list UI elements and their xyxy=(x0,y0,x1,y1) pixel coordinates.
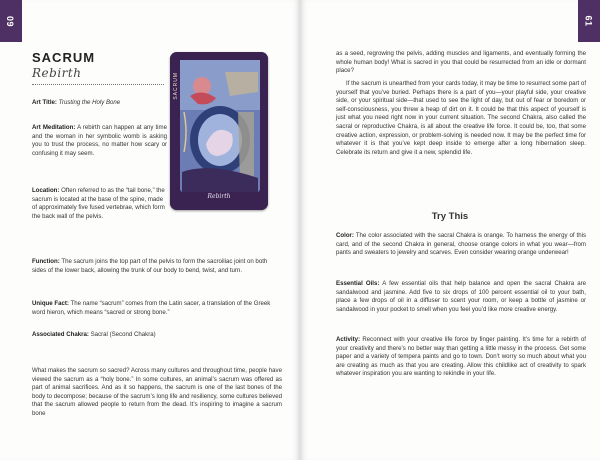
title-divider xyxy=(32,84,164,85)
art-title: Art Title: Trusting the Holy Bone xyxy=(32,99,121,106)
color-tip: Color: The color associated with the sacral Chakra is orange. To harness the energy of this card, and of the second Chakra in general, choose orange colors in what you wear—from pants and sweaters to jewelry and scarves. Even consider wearing orange underwear! xyxy=(336,232,586,257)
page-subtitle: Rebirth xyxy=(32,66,82,80)
card-side-label: SACRUM xyxy=(173,72,179,100)
card-artwork xyxy=(170,52,268,210)
essential-oils-tip: Essential Oils: A few essential oils that help balance and open the sacral Chakra are sandalwood and jasmine. Add five to six drops of 100 percent essential oil to your bath, place a few drops of oil in a diffuser to scent your room, or keep a bottle of jasmine or sandalwood in your pocket to smell when you feel you’d like more creative energy. xyxy=(336,280,587,313)
activity-tip: Activity: Reconnect with your creative life force by finger painting. It’s time for a rebirth of your creativity and there’s no better way than getting a little messy in the process. Get some paper and a variety of tempera paints and go to town. Don’t worry so much about what you are creating as much as that you are creating. Allow this childlike act of creativity to spark whatever inspiration you are wanting to rekindle in your life. xyxy=(336,336,586,378)
page-number-tab-left xyxy=(0,0,22,42)
try-this-heading: Try This xyxy=(431,211,469,222)
unique-fact: Unique Fact: The name “sacrum” comes from the Latin sacer, a translation of the Greek word hieron, which means “sacred or strong bone.” xyxy=(32,300,271,316)
sacred-paragraph: What makes the sacrum so sacred? Across many cultures and throughout time, people have viewed the sacrum as a “holy bone.” In some cultures, an animal’s sacrum was offered as part of animal sacrifices. And as it so happens, the sacrum is one of the last bones of the body to decompose; because of the sacrum’s long life and resiliency, some cultures believed that the sacrum allowed people to return from the dead. It’s inspiring to imagine a sacrum bone xyxy=(32,367,282,417)
page-number-right: 61 xyxy=(583,15,594,27)
oracle-card-image xyxy=(170,52,268,210)
card-name-label: Rebirth xyxy=(207,193,231,200)
page-number-left: 60 xyxy=(5,15,16,27)
art-meditation: Art Meditation: A rebirth can happen at any time and the woman in her symbolic womb is asking you to trust the process, no matter how scary or confusing it may seem. xyxy=(32,124,167,157)
location: Location: Often referred to as the “tail bone,” the sacrum is located at the base of the spine, made of approximately five fused vertebrae, which form the back wall of the pelvis. xyxy=(32,187,165,220)
unearthed-paragraph: If the sacrum is unearthed from your cards today, it may be time to resurrect some part of yourself that you’ve buried. Perhaps there is a part of you—your playful side, your creative side, or your spiritual side—that used to see the light of day, but out of fear or boredom or self-consciousness, you threw a heap of dirt on it. It could be that this aspect of yourself is just what you need right now in your current situation. The second Chakra, also called the sacral or reproductive Chakra, is all about the creative life force. It could be, too, that some creative action, expression, or problem-solving is needed now. It may be the perfect time for whatever it is that you’ve kept deep inside to emerge after a long hibernation sleep. Celebrate its return and give it a new, splendid life. xyxy=(336,80,587,156)
page-title: SACRUM xyxy=(32,50,96,65)
page-number-tab-right xyxy=(578,0,600,42)
right-page xyxy=(300,0,600,460)
associated-chakra: Associated Chakra: Sacral (Second Chakra) xyxy=(32,331,156,338)
function: Function: The sacrum joins the top part of the pelvis to form the sacroiliac joint on both sides of the lower back, allowing the trunk of our body to bend, twist, and turn. xyxy=(32,258,268,274)
resurrection-paragraph: as a seed, regrowing the pelvis, adding muscles and ligaments, and eventually forming the whole human body! What is sacred in you that could be resurrected from an idle or dormant place? xyxy=(336,50,586,75)
